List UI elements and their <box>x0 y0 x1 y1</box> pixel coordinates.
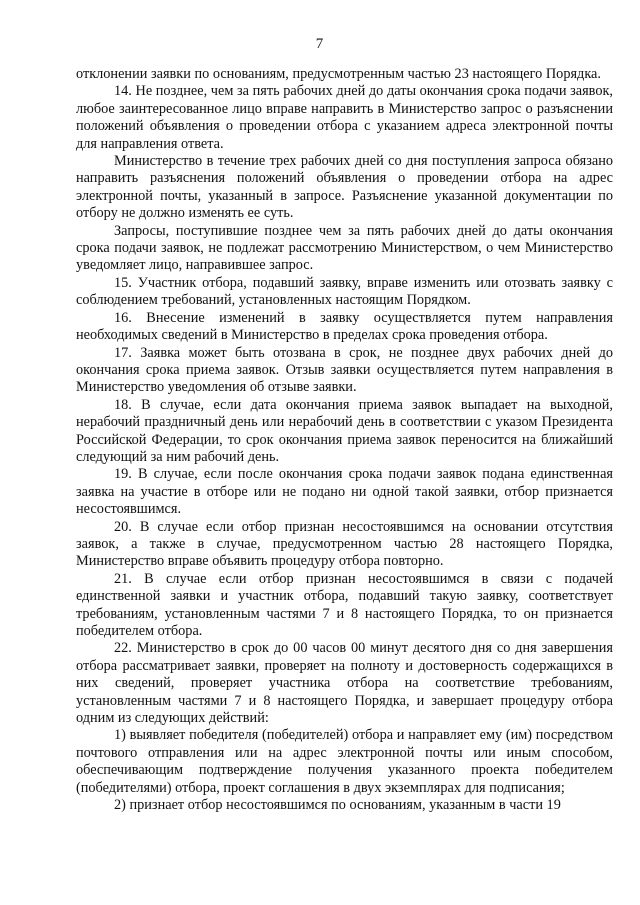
paragraph: 19. В случае, если после окончания срока подачи заявок подана единственная заявка на участие в отборе или не подано ни одной такой заявки, отбор признается несостоявшимся. <box>76 466 613 518</box>
paragraph: 16. Внесение изменений в заявку осуществляется путем направления необходимых сведений в Министерство в пределах срока проведения отбора. <box>76 309 613 344</box>
paragraph: 15. Участник отбора, подавший заявку, вправе изменить или отозвать заявку с соблюдением требований, установленных настоящим Порядком. <box>76 274 613 309</box>
paragraph: 18. В случае, если дата окончания приема заявок выпадает на выходной, нерабочий праздничный день или нерабочий день в соответствии с указом Президента Российской Федерации, то срок окончания приема заявок переносится на ближайший следующий за ним рабочий день. <box>76 396 613 465</box>
paragraph: отклонении заявки по основаниям, предусмотренным частью 23 настоящего Порядка. <box>76 66 601 82</box>
paragraph: Запросы, поступившие позднее чем за пять рабочих дней до даты окончания срока подачи заявок, не подлежат рассмотрению Министерством, о чем Министерство уведомляет лицо, направившее запрос. <box>76 222 613 274</box>
page-number: 7 <box>315 36 324 52</box>
paragraph: Министерство в течение трех рабочих дней со дня поступления запроса обязано направить разъяснения положений объявления о проведении отбора на адрес электронной почты, указанный в запросе. Разъяснение указанной документации по отбору не должно изменять ее суть. <box>76 153 613 222</box>
paragraph: 14. Не позднее, чем за пять рабочих дней до даты окончания срока подачи заявок, любое заинтересованное лицо вправе направить в Министерство запрос о разъяснении положений объявления о проведении отбора с указанием адреса электронной почты для направления ответа. <box>76 83 613 152</box>
paragraph: 20. В случае если отбор признан несостоявшимся на основании отсутствия заявок, а также в случае, предусмотренном частью 28 настоящего Порядка, Министерство вправе объявить процедуру отбора повторно. <box>76 518 613 570</box>
paragraph: 21. В случае если отбор признан несостоявшимся в связи с подачей единственной заявки и участник отбора, подавший такую заявку, соответствует требованиям, установленным частями 7 и 8 настоящего Порядка, то он признается победителем отбора. <box>76 570 613 639</box>
paragraph: 1) выявляет победителя (победителей) отбора и направляет ему (им) посредством почтового отправления или на адрес электронной почты или иным способом, обеспечивающим подтверждение получения указанного проекта победителем (победителями) отбора, проект соглашения в двух экземплярах для подписания; <box>76 727 613 796</box>
paragraph: 2) признает отбор несостоявшимся по основаниям, указанным в части 19 <box>114 797 561 814</box>
document-body <box>76 66 613 814</box>
paragraph: 22. Министерство в срок до 00 часов 00 минут десятого дня со дня завершения отбора рассматривает заявки, проверяет на полноту и достоверность содержащихся в них сведений, проверяет участника отбора на соответствие требованиям, установленным частями 7 и 8 настоящего Порядка, и завершает процедуру отбора одним из следующих действий: <box>76 640 613 727</box>
paragraph: 17. Заявка может быть отозвана в срок, не позднее двух рабочих дней до окончания срока приема заявок. Отзыв заявки осуществляется путем направления в Министерство уведомления об отзыве заявки. <box>76 344 613 396</box>
